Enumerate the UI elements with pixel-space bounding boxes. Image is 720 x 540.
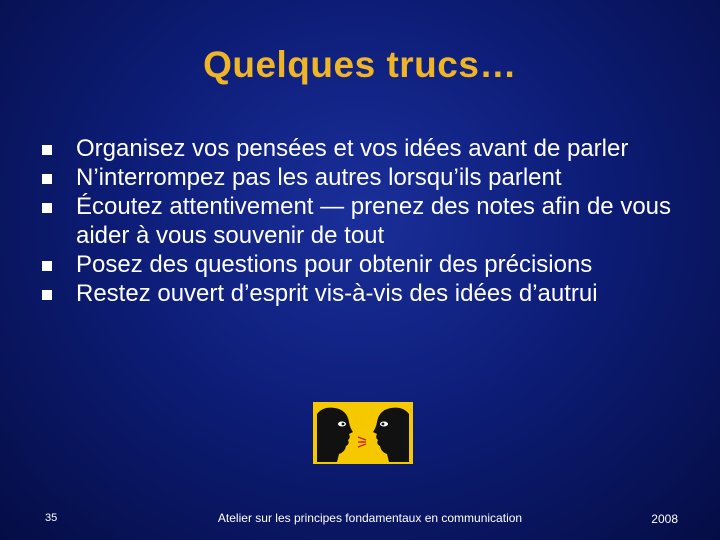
footer-year: 2008 [651,512,678,526]
bullet-item [42,250,702,279]
square-bullet-icon [42,203,52,213]
bullet-list [42,134,702,308]
square-bullet-icon [42,174,52,184]
slide-title: Quelques trucs… [203,44,517,85]
bullet-text: Posez des questions pour obtenir des précisions [76,251,593,278]
bullet-text: Organisez vos pensées et vos idées avant de parler [76,135,629,162]
bullet-text: Écoutez attentivement — prenez des notes afin de vous aider à vous souvenir de tout [76,193,672,249]
bullet-item [42,192,702,250]
square-bullet-icon [42,261,52,271]
bullet-item [42,134,702,163]
square-bullet-icon [42,145,52,155]
bullet-item [42,279,702,308]
square-bullet-icon [42,290,52,300]
footer-text: Atelier sur les principes fondamentaux en communication [217,511,523,525]
bullet-text: Restez ouvert d’esprit vis-à-vis des idées d’autrui [76,280,598,307]
bullet-text: N’interrompez pas les autres lorsqu’ils parlent [76,164,562,191]
slide-number: 35 [45,512,58,524]
two-faces-talking-icon [313,402,413,464]
bullet-item [42,163,702,192]
